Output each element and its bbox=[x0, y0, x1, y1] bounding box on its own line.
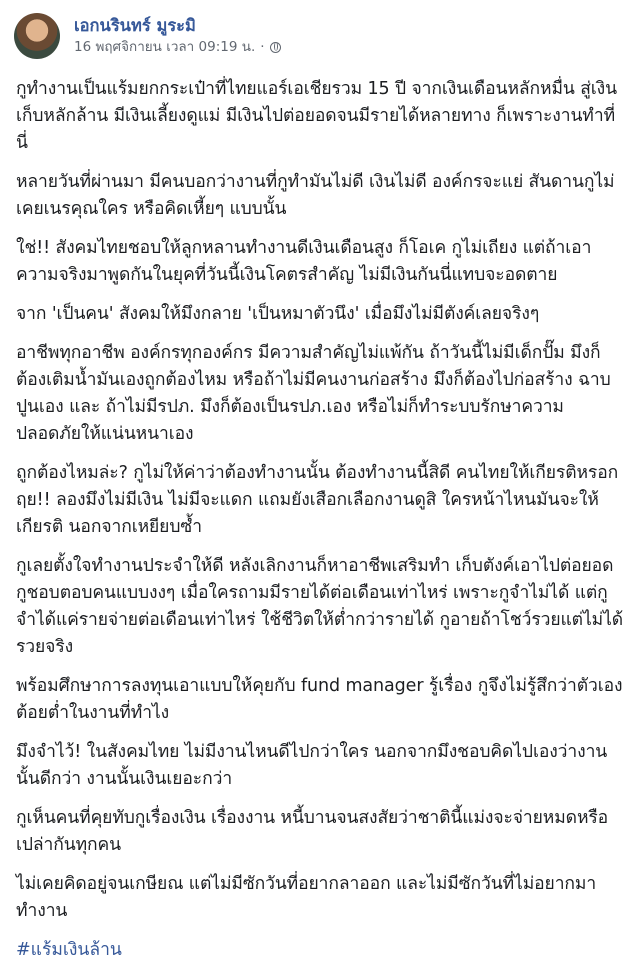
post-paragraph: จาก 'เป็นคน' สังคมให้มึงกลาย 'เป็นหมาตัวนึง' เมื่อมึงไม่มีตังค์เลยจริงๆ bbox=[16, 304, 540, 324]
post-meta bbox=[74, 15, 281, 57]
post-paragraph: พร้อมศึกษาการลงทุนเอาแบบให้คุยกับ fund manager รู้เรื่อง กูจึงไม่รู้สึกว่าตัวเองต้อยต่ำในงานที่ทำไง bbox=[16, 676, 623, 723]
globe-icon[interactable] bbox=[270, 42, 281, 53]
post-paragraph: ถูกต้องไหมล่ะ? กูไม่ให้ค่าว่าต้องทำงานนั้น ต้องทำงานนี้สิดี คนไทยให้เกียรติหรอก ฤย!! ลองมึงไม่มีเงิน ไม่มีจะแดก แถมยังเสือกเลือกงานดูสิ ใครหน้าไหนมันจะให้เกียรติ นอกจากเหยียบซ้ำ bbox=[16, 463, 619, 537]
post-subline bbox=[74, 37, 281, 57]
post-paragraph: ไม่เคยคิดอยู่จนเกษียณ แต่ไม่มีซักวันที่อยากลาออก และไม่มีซักวันที่ไม่อยากมาทำงาน bbox=[16, 874, 597, 921]
post-paragraph: ใช่!! สังคมไทยชอบให้ลูกหลานทำงานดีเงินเดือนสูง ก็โอเค กูไม่เถียง แต่ถ้าเอาความจริงมาพูดกันในยุคที่วันนี้เงินโคตรสำคัญ ไม่มีเงินกันนี่แทบจะอดตาย bbox=[16, 238, 592, 285]
author-name[interactable]: เอกนรินทร์ มูระมิ bbox=[74, 16, 196, 35]
post-header bbox=[14, 10, 626, 62]
post-paragraph: กูทำงานเป็นแร้มยกกระเป๋าที่ไทยแอร์เอเชียรวม 15 ปี จากเงินเดือนหลักหมื่น สู่เงินเก็บหลักล้าน มีเงินเลี้ยงดูแม่ มีเงินไปต่อยอดจนมีรายได้หลายทาง ก็เพราะงานทำที่นี่ bbox=[16, 79, 617, 153]
post-paragraph: กูเห็นคนที่คุยทับกูเรื่องเงิน เรื่องงาน หนี้บานจนสงสัยว่าชาตินี้แม่งจะจ่ายหมดหรือเปล่ากันทุกคน bbox=[16, 808, 609, 855]
post-body bbox=[14, 76, 626, 964]
post-paragraph: มึงจำไว้! ในสังคมไทย ไม่มีงานไหนดีไปกว่าใคร นอกจากมึงชอบคิดไปเองว่างานนั้นดีกว่า งานนั้นเงินเยอะกว่า bbox=[16, 742, 608, 789]
hashtag-link[interactable]: #แร้มเงินล้าน bbox=[16, 940, 122, 960]
post-paragraph: อาชีพทุกอาชีพ องค์กรทุกองค์กร มีความสำคัญไม่แพ้กัน ถ้าวันนี้ไม่มีเด็กปั๊ม มึงก็ต้องเติมน้ำมันเองถูกต้องไหม หรือถ้าไม่มีคนงานก่อสร้าง มึงก็ต้องไปก่อสร้าง ฉาบปูนเอง และ ถ้าไม่มีรปภ. มึงก็ต้องเป็นรปภ.เอง หรือไม่ก็ทำระบบรักษาความปลอดภัยให้แน่นหนาเอง bbox=[16, 343, 611, 444]
meta-separator: · bbox=[260, 39, 265, 55]
avatar[interactable] bbox=[14, 13, 60, 59]
post-paragraph: หลายวันที่ผ่านมา มีคนบอกว่างานที่กูทำมันไม่ดี เงินไม่ดี องค์กรจะแย่ สันดานกูไม่เคยเนรคุณใคร หรือคิดเหี้ยๆ แบบนั้น bbox=[16, 172, 615, 219]
post-paragraph: กูเลยตั้งใจทำงานประจำให้ดี หลังเลิกงานก็หาอาชีพเสริมทำ เก็บตังค์เอาไปต่อยอด กูชอบตอบคนแบบงงๆ เมื่อใครถามมีรายได้ต่อเดือนเท่าไหร่ เพราะกูจำไม่ได้ แต่กูจำได้แค่รายจ่ายต่อเดือนเท่าไหร่ ใช้ชีวิตให้ต่ำกว่ารายได้ กูอายถ้าโชว์รวยแต่ไม่ได้รวยจริง bbox=[16, 556, 624, 657]
post-timestamp[interactable]: 16 พฤศจิกายน เวลา 09:19 น. bbox=[74, 39, 256, 55]
